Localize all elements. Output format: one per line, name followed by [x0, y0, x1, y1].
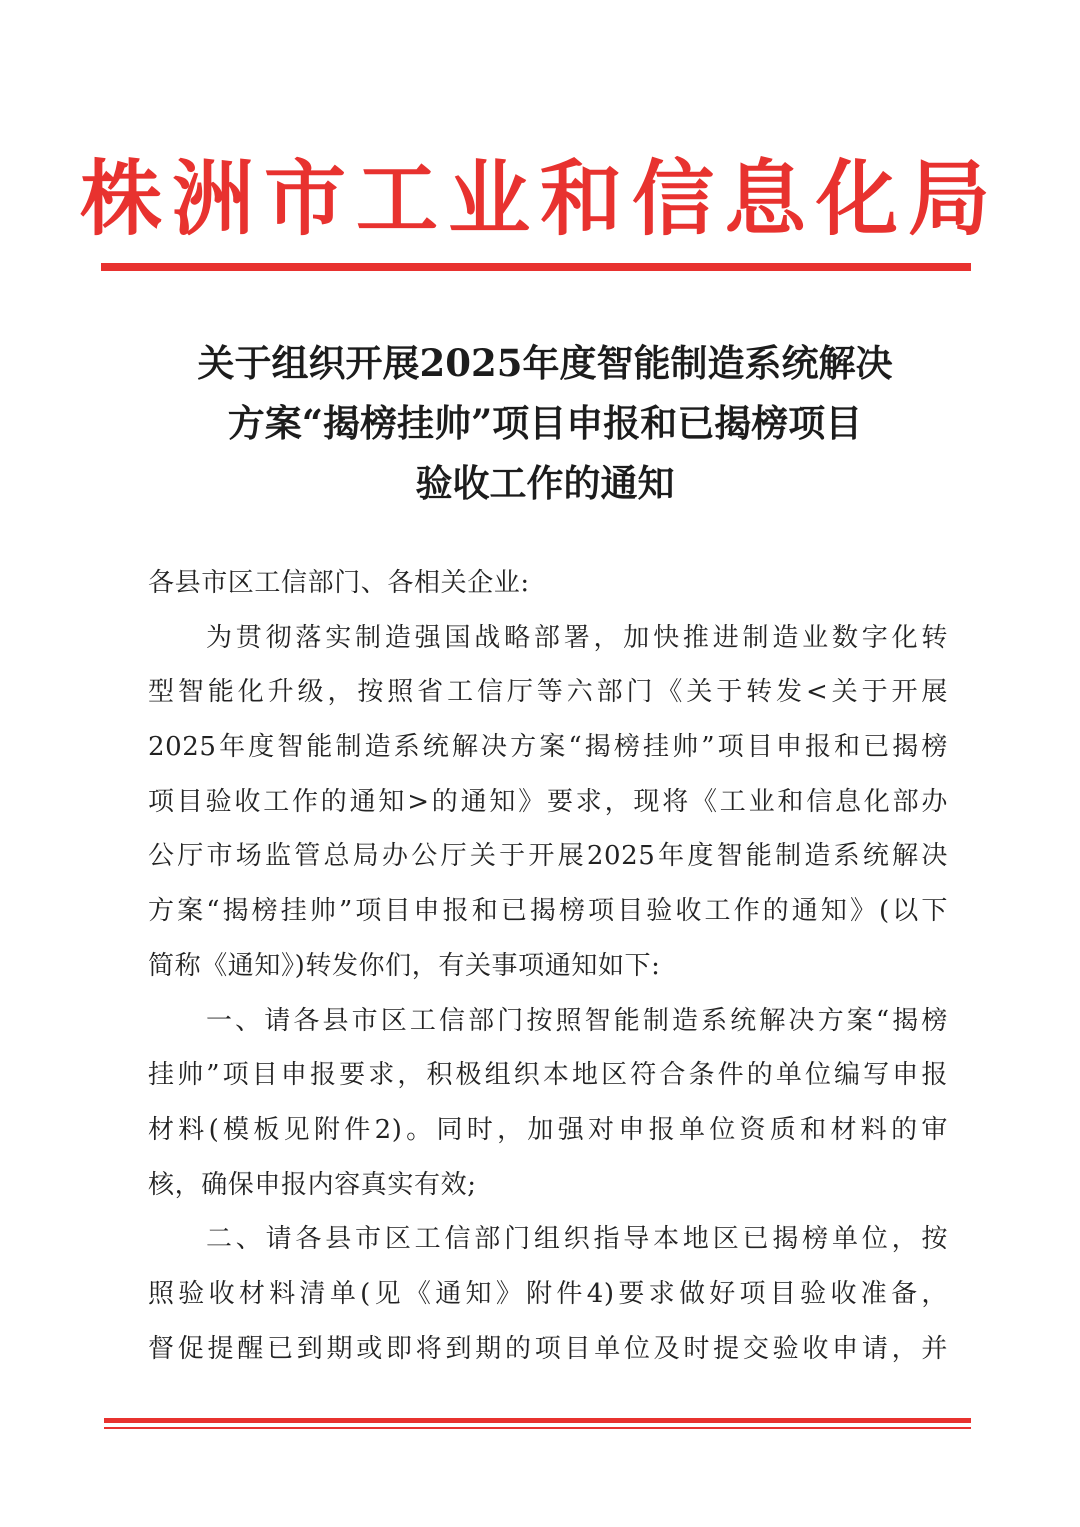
item-one-line-3: 材料(模板见附件2)。同时，加强对申报单位资质和材料的审	[148, 1114, 948, 1145]
item-two-line-3: 督促提醒已到期或即将到期的项目单位及时提交验收申请，并	[148, 1333, 948, 1364]
body-line-8: 简称《通知》)转发你们，有关事项通知如下:	[148, 950, 661, 981]
title-line-1: 关于组织开展2025年度智能制造系统解决	[197, 341, 893, 385]
body-line-6: 公厅市场监管总局办公厅关于开展2025年度智能制造系统解决	[148, 841, 948, 872]
title-line-3: 验收工作的通知	[415, 461, 675, 505]
footer-red-rule-thick	[104, 1418, 971, 1423]
agency-letterhead: 株洲市工业和信息化局	[79, 152, 1000, 247]
body-line-3: 型智能化升级，按照省工信厅等六部门《关于转发<关于开展	[148, 677, 948, 708]
title-line-2: 方案“揭榜挂帅”项目申报和已揭榜项目	[227, 401, 863, 445]
item-two-line-2: 照验收材料清单(见《通知》附件4)要求做好项目验收准备，	[148, 1278, 948, 1309]
body-line-2: 为贯彻落实制造强国战略部署，加快推进制造业数字化转	[206, 622, 948, 653]
salutation: 各县市区工信部门、各相关企业:	[148, 568, 530, 598]
item-one-line-2: 挂帅”项目申报要求，积极组织本地区符合条件的单位编写申报	[148, 1060, 948, 1091]
body-line-7: 方案“揭榜挂帅”项目申报和已揭榜项目验收工作的通知》(以下	[148, 896, 948, 927]
body-line-4: 2025年度智能制造系统解决方案“揭榜挂帅”项目申报和已揭榜	[148, 732, 948, 763]
item-one-line-4: 核，确保申报内容真实有效;	[148, 1169, 477, 1200]
body-line-5: 项目验收工作的通知>的通知》要求，现将《工业和信息化部办	[148, 786, 948, 817]
item-one-line-1: 一、请各县市区工信部门按照智能制造系统解决方案“揭榜	[206, 1005, 948, 1036]
item-two-line-1: 二、请各县市区工信部门组织指导本地区已揭榜单位，按	[206, 1224, 948, 1255]
footer-red-rule-thin	[104, 1427, 971, 1429]
document-title	[100, 333, 990, 513]
letterhead-red-rule	[101, 263, 971, 271]
document-body	[148, 556, 948, 1376]
